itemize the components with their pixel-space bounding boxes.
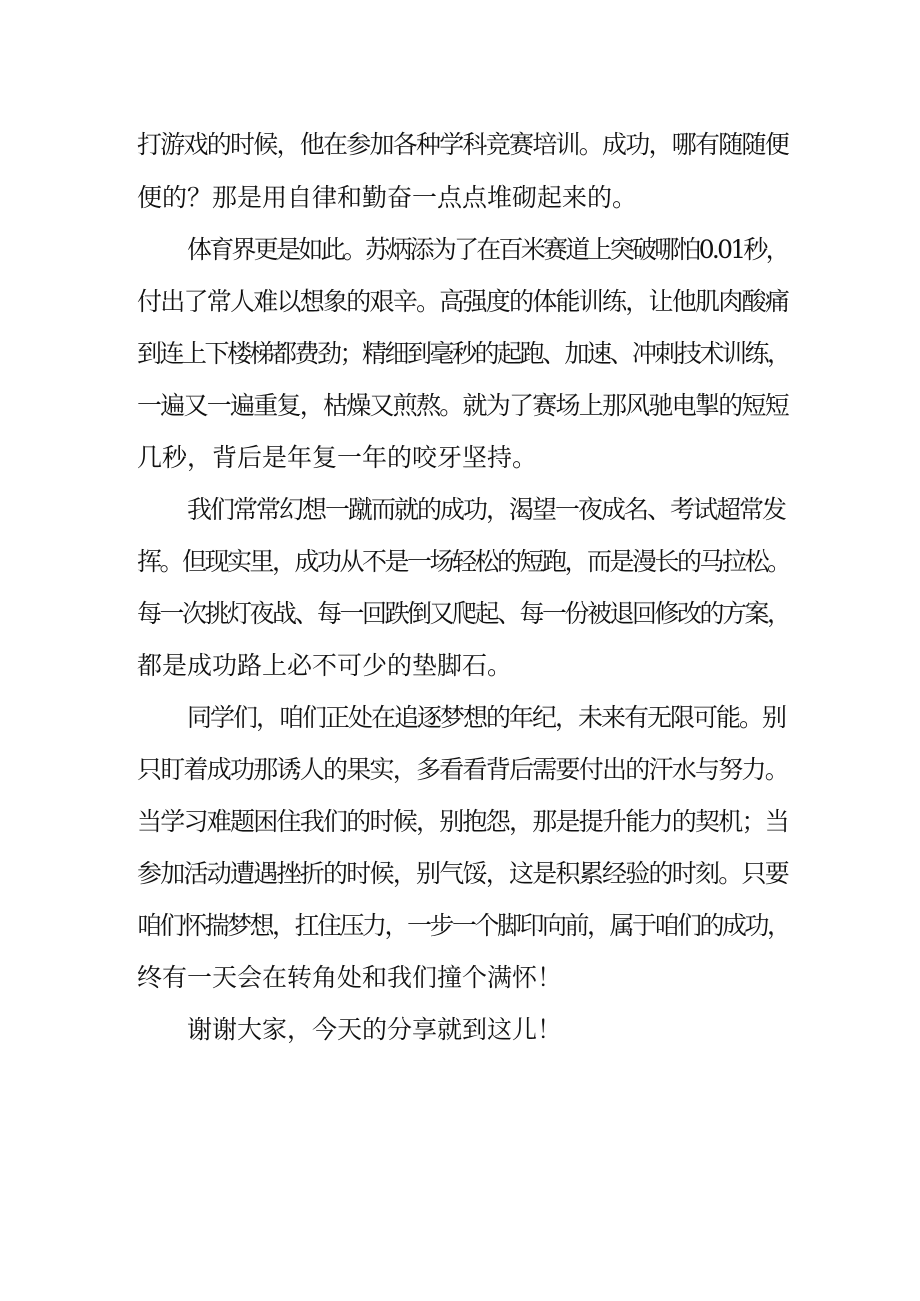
paragraph-4-line-1: 同学们，咱们正处在追逐梦想的年纪，未来有无限可能。别 <box>187 703 786 732</box>
paragraph-3-line-3: 每一次挑灯夜战、每一回跌倒又爬起、每一份被退回修改的方案， <box>137 599 790 628</box>
paragraph-2-line-1: 体育界更是如此。苏炳添为了在百米赛道上突破哪怕0.01秒， <box>187 235 788 264</box>
paragraph-3-line-4: 都是成功路上必不可少的垫脚石。 <box>137 651 513 680</box>
paragraph-3-line-1: 我们常常幻想一蹴而就的成功，渴望一夜成名、考试超常发 <box>187 495 786 524</box>
paragraph-3-line-2: 挥。但现实里，成功从不是一场轻松的短跑，而是漫长的马拉松。 <box>137 547 790 576</box>
paragraph-5-line-1: 谢谢大家，今天的分享就到这儿！ <box>187 1015 563 1044</box>
paragraph-2-line-5: 几秒，背后是年复一年的咬牙坚持。 <box>137 443 538 472</box>
paragraph-4-line-5: 咱们怀揣梦想，扛住压力，一步一个脚印向前，属于咱们的成功， <box>137 911 790 940</box>
paragraph-2-line-4: 一遍又一遍重复，枯燥又煎熬。就为了赛场上那风驰电掣的短短 <box>137 391 789 420</box>
paragraph-2-line-2: 付出了常人难以想象的艰辛。高强度的体能训练，让他肌肉酸痛 <box>137 287 789 316</box>
paragraph-4-line-2: 只盯着成功那诱人的果实，多看看背后需要付出的汗水与努力。 <box>137 755 789 784</box>
paragraph-4-line-6: 终有一天会在转角处和我们撞个满怀！ <box>137 963 563 992</box>
paragraph-1-line-1: 打游戏的时候，他在参加各种学科竞赛培训。成功，哪有随随便 <box>137 130 789 159</box>
paragraph-2-line-3: 到连上下楼梯都费劲；精细到毫秒的起跑、加速、冲刺技术训练， <box>137 339 790 368</box>
paragraph-4-line-3: 当学习难题困住我们的时候，别抱怨，那是提升能力的契机；当 <box>137 807 789 836</box>
paragraph-4-line-4: 参加活动遭遇挫折的时候，别气馁，这是积累经验的时刻。只要 <box>137 859 789 888</box>
paragraph-1-line-2: 便的？那是用自律和勤奋一点点堆砌起来的。 <box>137 183 638 212</box>
